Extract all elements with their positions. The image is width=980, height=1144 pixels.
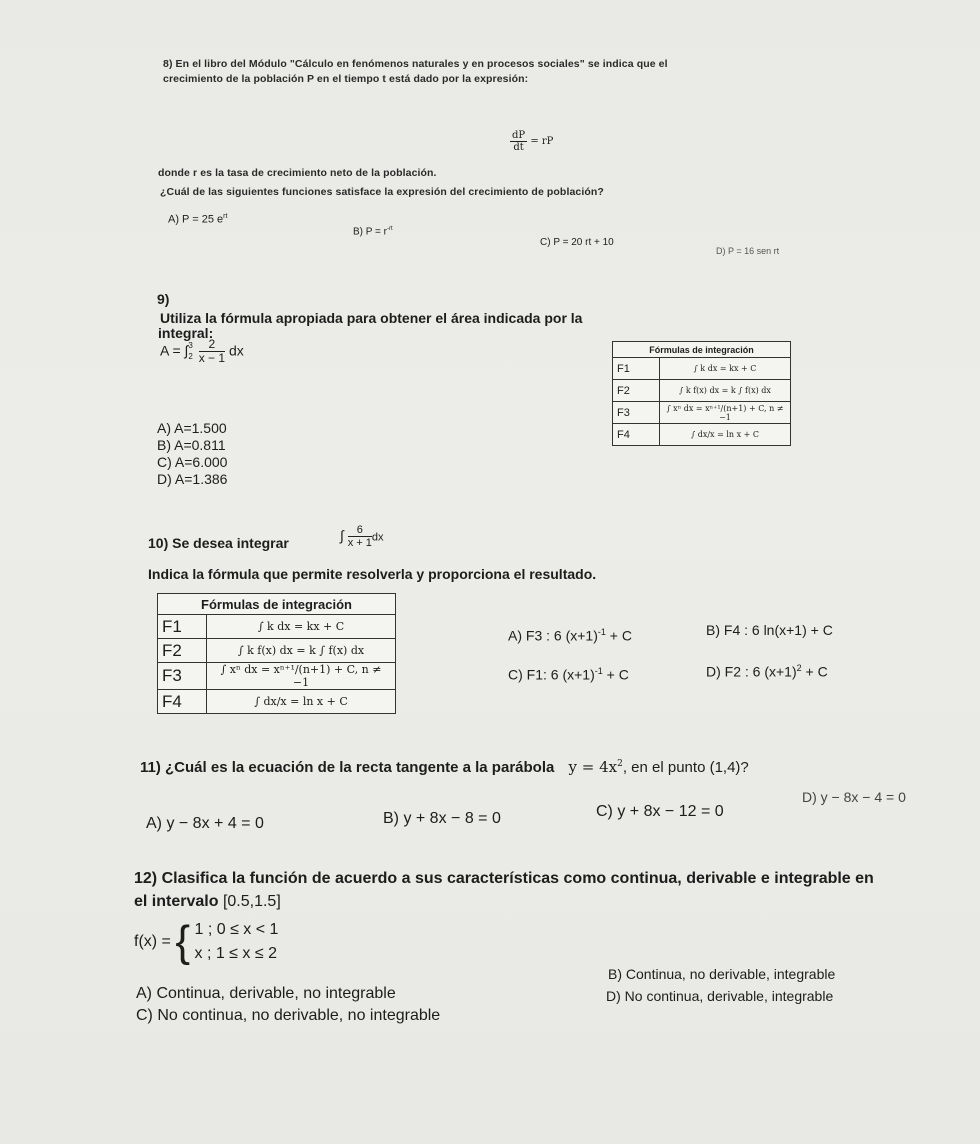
q8-text-line2: crecimiento de la población P en el tiempo t está dado por la expresión:	[163, 73, 529, 85]
q12-text2: el intervalo	[134, 893, 219, 910]
table-row	[158, 615, 396, 639]
q8-option-b-text: B) P = r	[353, 226, 387, 238]
table-row	[613, 402, 791, 424]
q9-text1: Utiliza la fórmula apropiada para obtener el área indicada por la	[160, 310, 583, 326]
table-formula: ∫ dx/x = ln x + C	[207, 690, 396, 714]
q8-option-b-sup: -rt	[387, 226, 393, 232]
table-label: F2	[613, 380, 660, 402]
q9-integral	[160, 338, 244, 378]
q12-option-c[interactable]: C) No continua, no derivable, no integrable	[136, 1007, 441, 1024]
q9-integral-lhs: A = ∫	[160, 342, 189, 359]
q9-option-c[interactable]: C) A=6.000	[157, 454, 228, 470]
q8-option-d[interactable]: D) P = 16 sen rt	[716, 246, 780, 256]
table-row	[613, 424, 791, 446]
q12-function	[134, 918, 278, 966]
q10-option-c-text: C) F1: 6 (x+1)	[508, 666, 595, 683]
table-label: F1	[613, 358, 660, 380]
q10-formula-table	[157, 593, 396, 714]
table-formula: ∫ xⁿ dx = xⁿ⁺¹/(n+1) + C, n ≠ −1	[207, 663, 396, 690]
q9-frac-num: 2	[199, 338, 225, 352]
q8-text-line3: donde r es la tasa de crecimiento neto de la población.	[158, 167, 437, 179]
table-label: F2	[158, 639, 207, 663]
q10-frac-den: x + 1	[347, 537, 372, 550]
q10-instruction: Indica la fórmula que permite resolverla y proporciona el resultado.	[148, 566, 597, 582]
table-label: F3	[158, 663, 207, 690]
table-formula: ∫ xⁿ dx = xⁿ⁺¹/(n+1) + C, n ≠ −1	[660, 402, 791, 424]
q9-option-b[interactable]: B) A=0.811	[157, 437, 226, 453]
q9-integral-lower: 2	[188, 351, 193, 361]
table-row	[158, 639, 396, 663]
q11-text	[140, 758, 749, 776]
q12-text1: 12) Clasifica la función de acuerdo a sus características como continua, derivable e integrable en	[134, 870, 874, 887]
q9-number: 9)	[157, 291, 170, 307]
q8-option-a-text: A) P = 25 e	[168, 213, 224, 226]
table-row	[158, 690, 396, 714]
q12-fx: f(x) =	[134, 933, 171, 950]
table-formula: ∫ k dx = kx + C	[207, 615, 396, 639]
table-row	[613, 358, 791, 380]
q12-case1: 1 ; 0 ≤ x < 1	[194, 921, 279, 938]
q8-eq-denominator: dt	[513, 142, 524, 153]
q8-option-c[interactable]: C) P = 20 rt + 10	[540, 237, 614, 248]
q12-text2-line	[134, 893, 281, 911]
q11-point: , en el punto (1,4)?	[622, 759, 749, 776]
q9-option-d[interactable]: D) A=1.386	[157, 471, 228, 487]
q9-dx: dx	[228, 342, 244, 359]
q11-option-b[interactable]: B) y + 8x − 8 = 0	[383, 810, 501, 827]
q11-parabola-sup: 2	[617, 759, 623, 769]
q11-parabola	[569, 758, 623, 776]
q12-option-b[interactable]: B) Continua, no derivable, integrable	[608, 966, 836, 982]
q10-option-d-text: D) F2 : 6 (x+1)	[706, 663, 797, 680]
q8-option-b[interactable]	[353, 226, 393, 237]
q10-title: 10) Se desea integrar	[148, 535, 289, 551]
q9-text2: integral:	[158, 325, 214, 341]
q10-option-a-tail: + C	[605, 627, 632, 644]
q12-option-d[interactable]: D) No continua, derivable, integrable	[606, 988, 834, 1004]
q8-equation	[510, 130, 553, 153]
q10-table-header: Fórmulas de integración	[158, 594, 396, 615]
q12-cases	[195, 918, 279, 966]
q8-text-line1: 8) En el libro del Módulo "Cálculo en fenómenos naturales y en procesos sociales" se indica que el	[163, 58, 668, 70]
table-label: F4	[158, 690, 207, 714]
q10-option-d[interactable]	[706, 663, 828, 680]
q10-option-d-sup: 2	[796, 663, 802, 673]
table-label: F3	[613, 402, 660, 424]
q11-option-c[interactable]: C) y + 8x − 12 = 0	[596, 803, 724, 820]
q10-option-b[interactable]: B) F4 : 6 ln(x+1) + C	[706, 622, 833, 638]
q10-integral-sign: ∫	[340, 527, 344, 544]
table-formula: ∫ k f(x) dx = k ∫ f(x) dx	[207, 639, 396, 663]
q9-option-a[interactable]: A) A=1.500	[157, 420, 227, 436]
q9-frac-den: x − 1	[198, 351, 226, 366]
q10-dx: dx	[371, 531, 384, 544]
q10-option-a-text: A) F3 : 6 (x+1)	[508, 627, 598, 644]
q12-interval: [0.5,1.5]	[222, 893, 281, 910]
q10-option-a-sup: -1	[597, 627, 606, 637]
q12-option-a[interactable]: A) Continua, derivable, no integrable	[136, 985, 396, 1002]
table-label: F1	[158, 615, 207, 639]
q8-question: ¿Cuál de las siguientes funciones satisface la expresión del crecimiento de población?	[160, 186, 604, 198]
q8-option-a-sup: rt	[223, 213, 228, 220]
q10-option-d-tail: + C	[801, 663, 828, 680]
q11-parabola-text: y = 4x	[568, 758, 618, 776]
q10-frac-num: 6	[348, 524, 372, 537]
q11-option-a[interactable]: A) y − 8x + 4 = 0	[146, 815, 264, 832]
q10-option-a[interactable]	[508, 627, 632, 644]
table-formula: ∫ k dx = kx + C	[660, 358, 791, 380]
q10-integral	[340, 524, 384, 549]
q10-option-c[interactable]	[508, 666, 629, 683]
q10-option-c-tail: + C	[602, 666, 629, 683]
left-brace-icon: {	[175, 917, 191, 966]
q11-option-d[interactable]: D) y − 8x − 4 = 0	[802, 789, 906, 805]
q10-option-c-sup: -1	[594, 666, 603, 676]
q9-integral-upper: 3	[188, 341, 193, 351]
table-formula: ∫ k f(x) dx = k ∫ f(x) dx	[660, 380, 791, 402]
q11-question: 11) ¿Cuál es la ecuación de la recta tangente a la parábola	[140, 759, 555, 776]
table-formula: ∫ dx/x = ln x + C	[660, 424, 791, 446]
q12-case2: x ; 1 ≤ x ≤ 2	[194, 945, 277, 962]
q9-formula-table	[612, 341, 791, 446]
table-label: F4	[613, 424, 660, 446]
table-row	[613, 380, 791, 402]
q8-option-a[interactable]	[168, 213, 227, 226]
q8-eq-numerator: dP	[512, 130, 526, 141]
table-row	[158, 663, 396, 690]
q9-table-header: Fórmulas de integración	[613, 342, 791, 358]
q8-eq-rhs: = rP	[530, 136, 554, 147]
